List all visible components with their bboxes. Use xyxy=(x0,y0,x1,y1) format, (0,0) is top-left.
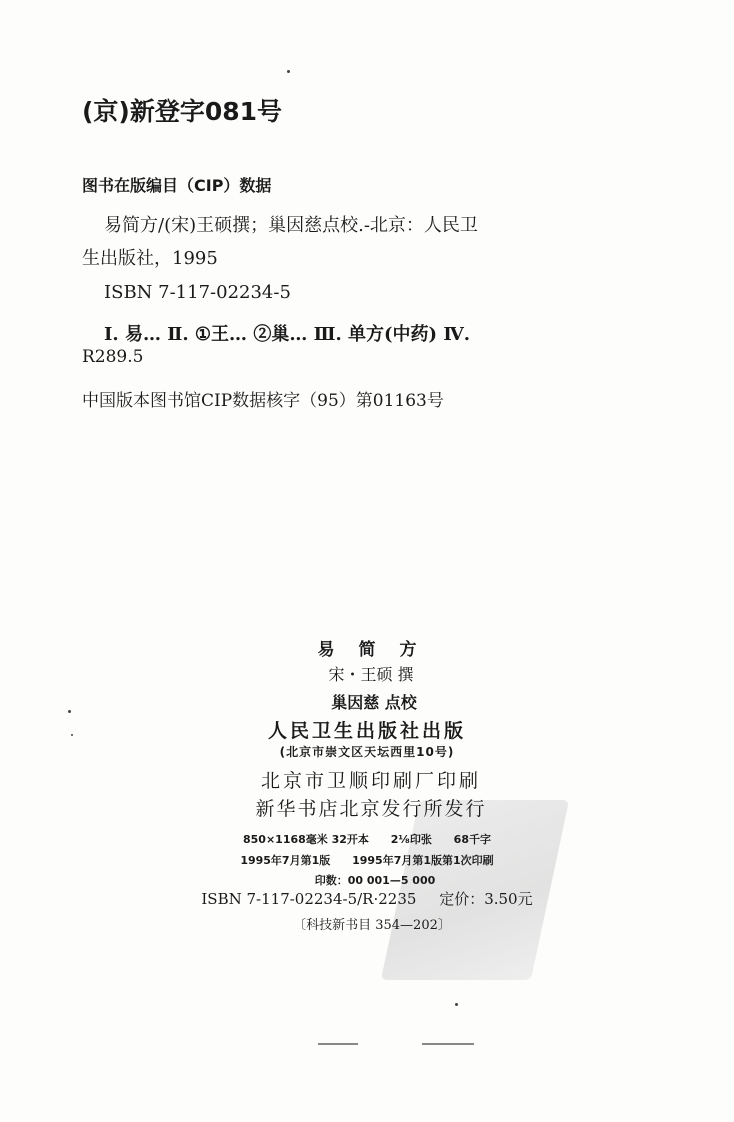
isbn-price-line xyxy=(0,888,734,909)
cip-bibliographic-line: 生出版社，1995 xyxy=(82,248,218,269)
publisher-address: (北京市崇文区天坛西里10号) xyxy=(279,745,455,759)
distributor-line: 新华书店北京发行所发行 xyxy=(255,798,487,820)
colophon-isbn: ISBN 7-117-02234-5/R·2235 xyxy=(201,890,417,908)
ink-speck xyxy=(455,1003,458,1006)
catalog-number: 〔科技新书目 354—202〕 xyxy=(293,918,451,933)
proofreader-line: 巢因慈 点校 xyxy=(331,693,417,712)
word-count: 68千字 xyxy=(453,833,491,846)
cip-approval-number: 中国版本图书馆CIP数据核字（95）第01163号 xyxy=(82,391,444,411)
price: 定价：3.50元 xyxy=(439,890,533,908)
cip-isbn: ISBN 7-117-02234-5 xyxy=(104,282,291,303)
author-line: 宋・王硕 撰 xyxy=(328,665,414,684)
edition-date: 1995年7月第1版 xyxy=(240,854,331,867)
printing-date: 1995年7月第1版第1次印刷 xyxy=(352,854,494,867)
printer-line: 北京市卫顺印刷厂印刷 xyxy=(260,770,481,792)
book-title: 易简方 xyxy=(317,640,441,660)
cip-classification: Ⅰ. 易… Ⅱ. ①王… ②巢… Ⅲ. 单方(中药) Ⅳ. xyxy=(104,324,471,345)
cip-classification-code: R289.5 xyxy=(82,347,144,367)
print-sheets: 2⅛印张 xyxy=(390,833,432,846)
cip-bibliographic-line: 易简方/(宋)王硕撰；巢因慈点校.-北京：人民卫 xyxy=(104,215,478,236)
print-run: 印数：00 001—5 000 xyxy=(314,874,436,887)
format-size: 850×1168毫米 32开本 xyxy=(243,833,369,846)
format-specs xyxy=(0,831,734,847)
page-rule xyxy=(318,1043,358,1045)
edition-info xyxy=(0,852,734,868)
page-rule xyxy=(422,1043,474,1045)
publisher-line: 人民卫生出版社出版 xyxy=(267,720,466,742)
cip-heading: 图书在版编目（CIP）数据 xyxy=(82,176,272,195)
ink-speck xyxy=(287,70,290,73)
registration-number: (京)新登字081号 xyxy=(82,97,283,126)
